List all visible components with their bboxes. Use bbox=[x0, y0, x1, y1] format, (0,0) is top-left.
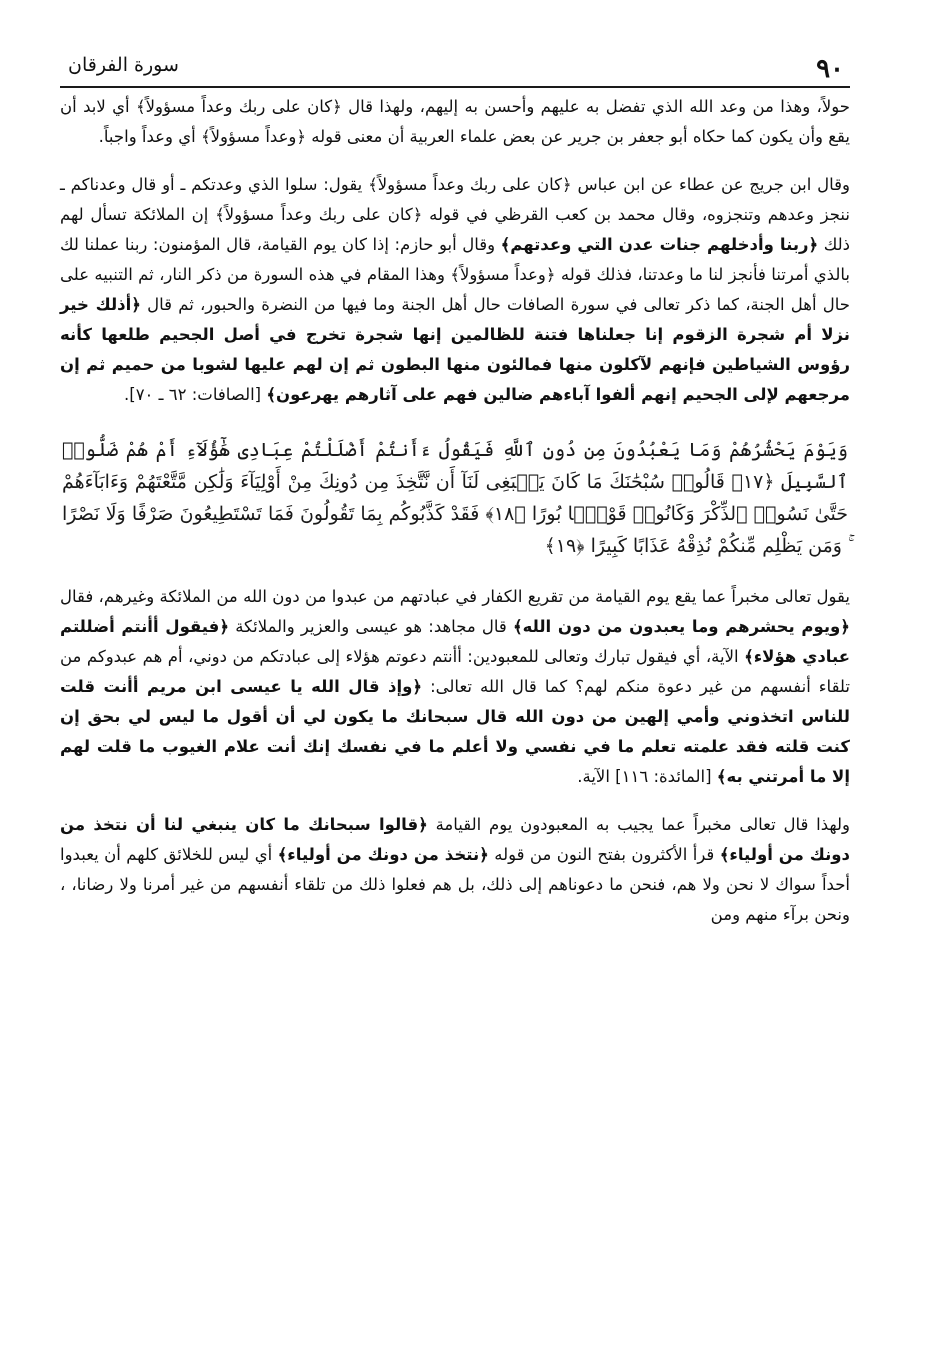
paragraph-4-run-5: أي ليس للخلائق كلهم أن يعبدوا أحداً سواك لا نحن ولا هم، فنحن ما دعوناهم إلى ذلك، بل هم فعلوا ذلك من تلقاء أنفسهم من غير أمرنا ولا رضانا، ، ونحن برآء منهم ومن bbox=[60, 845, 850, 924]
paragraph-3 bbox=[60, 582, 850, 792]
quran-quote-bold: ﴿وإذ قال الله يا عيسى ابن مريم أأنت قلت للناس اتخذوني وأمي إلهين من دون الله قال سبحانك ما يكون لي أن أقول ما ليس لي بحق إن كنت قلته فقد علمته تعلم ما في نفسي ولا أعلم ما في نفسك إنك أنت علام الغيوب ما قلت لهم إلا ما أمرتني به﴾ bbox=[60, 677, 850, 786]
quran-quote-bold: ﴿فيقول أأنتم أضللتم عبادي هؤلاء﴾ bbox=[60, 617, 850, 666]
surah-title: سورة الفرقان bbox=[68, 54, 179, 76]
quran-quote-bold: ﴿أذلك خير نزلا أم شجرة الزقوم إنا جعلناها فتنة للظالمين إنها شجرة تخرج في أصل الجحيم طلعها كأنه رؤوس الشياطين فإنهم لآكلون منها فمالئون منها البطون ثم إن لهم عليها لشوبا من حميم ثم إن مرجعهم لإلى الجحيم إنهم ألفوا آباءهم ضالين فهم على آثارهم يهرعون﴾ bbox=[60, 295, 850, 404]
paragraph-2 bbox=[60, 170, 850, 410]
paragraph-2-run-1: وقال ابن جريج عن عطاء عن ابن عباس ﴿كان على ربك وعداً مسؤولاً﴾ يقول: سلوا الذي وعدتكم ـ أو قال وعدناكم ـ ننجز وعدهم وتنجزوه، وقال محمد بن كعب القرظي في قوله ﴿كان على ربك وعداً مسؤولاً﴾ إن الملائكة تسأل لهم ذلك bbox=[60, 175, 850, 254]
paragraph-3-run-5: الآية، أي فيقول تبارك وتعالى للمعبودين: أأنتم دعوتم هؤلاء إلى عبادتكم من دوني، أم هم عبدوكم من تلقاء أنفسهم من غير دعوة منكم لهم؟ كما قال الله تعالى: bbox=[60, 647, 850, 696]
paragraph-4-run-1: ولهذا قال تعالى مخبراً عما يجيب به المعبودون يوم القيامة bbox=[427, 815, 851, 834]
quran-quote-bold: ﴿ويوم يحشرهم وما يعبدون من دون الله﴾ bbox=[512, 617, 850, 636]
paragraph-3-run-3: قال مجاهد: هو عيسى والعزير والملائكة bbox=[229, 617, 513, 636]
quran-reference: [الصافات: ٦٢ ـ ٧٠]. bbox=[124, 385, 267, 404]
paragraph-3-run-1: يقول تعالى مخبراً عما يقع يوم القيامة من تقريع الكفار في عبادتهم من عبدوا من دون الله من الملائكة وغيرهم، فقال bbox=[60, 587, 850, 606]
paragraph-2-run-3: وقال أبو حازم: إذا كان يوم القيامة، قال المؤمنون: ربنا عملنا لك بالذي أمرتنا فأنجز لنا ما وعدتنا، فذلك قوله ﴿وعداً مسؤولاً﴾ وهذا المقام في هذه السورة من ذكر النار، ثم التنبيه على حال أهل الجنة، كما ذكر تعالى في سورة الصافات حال أهل الجنة وما فيها من النضرة والحبور، ثم قال bbox=[60, 235, 850, 314]
paragraph-1 bbox=[60, 92, 850, 152]
quran-quote-bold: ﴿قالوا سبحانك ما كان ينبغي لنا أن نتخذ من دونك من أولياء﴾ bbox=[60, 815, 851, 864]
running-header bbox=[60, 40, 850, 88]
paragraph-4 bbox=[60, 810, 850, 930]
paragraph-4-run-3: قرأ الأكثرون بفتح النون من قوله bbox=[488, 845, 720, 864]
paragraph-1-text: حولاً، وهذا من وعد الله الذي تفضل به عليهم وأحسن به إليهم، ولهذا قال ﴿كان على ربك وعداً مسؤولاً﴾ أي لابد أن يقع وأن يكون كما حكاه أبو جعفر بن جرير عن بعض علماء العربية أن معنى قوله ﴿وعداً مسؤولاً﴾ أي وعداً واجباً. bbox=[60, 97, 850, 146]
quran-verses-block: وَيَوْمَ يَحْشُرُهُمْ وَمَا يَعْبُدُونَ مِن دُونِ ٱللَّهِ فَيَقُولُ ءَأَنتُمْ أَضْلَلْتُمْ عِبَادِى هَٰٓؤُلَآءِ أَمْ هُمْ ضَلُّوا۟ ٱلسَّبِيلَ ﴿١٧﴾ قَالُوا۟ سُبْحَٰنَكَ مَا كَانَ يَنۢبَغِى لَنَآ أَن نَّتَّخِذَ مِن دُونِكَ مِنْ أَوْلِيَآءَ وَلَٰكِن مَّتَّعْتَهُمْ وَءَابَآءَهُمْ حَتَّىٰ نَسُوا۟ ٱلذِّكْرَ وَكَانُوا۟ قَوْمًۢا بُورًا ﴿١٨﴾ فَقَدْ كَذَّبُوكُم بِمَا تَقُولُونَ فَمَا تَسْتَطِيعُونَ صَرْفًا وَلَا نَصْرًا ۚ وَمَن يَظْلِم مِّنكُمْ نُذِقْهُ عَذَابًا كَبِيرًا ﴿١٩﴾ bbox=[62, 439, 848, 557]
page-number: ٩٠ bbox=[816, 54, 844, 84]
quran-quote-bold: ﴿ربنا وأدخلهم جنات عدن التي وعدتهم﴾ bbox=[500, 235, 819, 254]
quran-quote-bold: ﴿نتخذ من دونك من أولياء﴾ bbox=[277, 845, 489, 864]
book-page bbox=[60, 40, 850, 930]
quran-reference: [المائدة: ١١٦] الآية. bbox=[577, 767, 717, 786]
